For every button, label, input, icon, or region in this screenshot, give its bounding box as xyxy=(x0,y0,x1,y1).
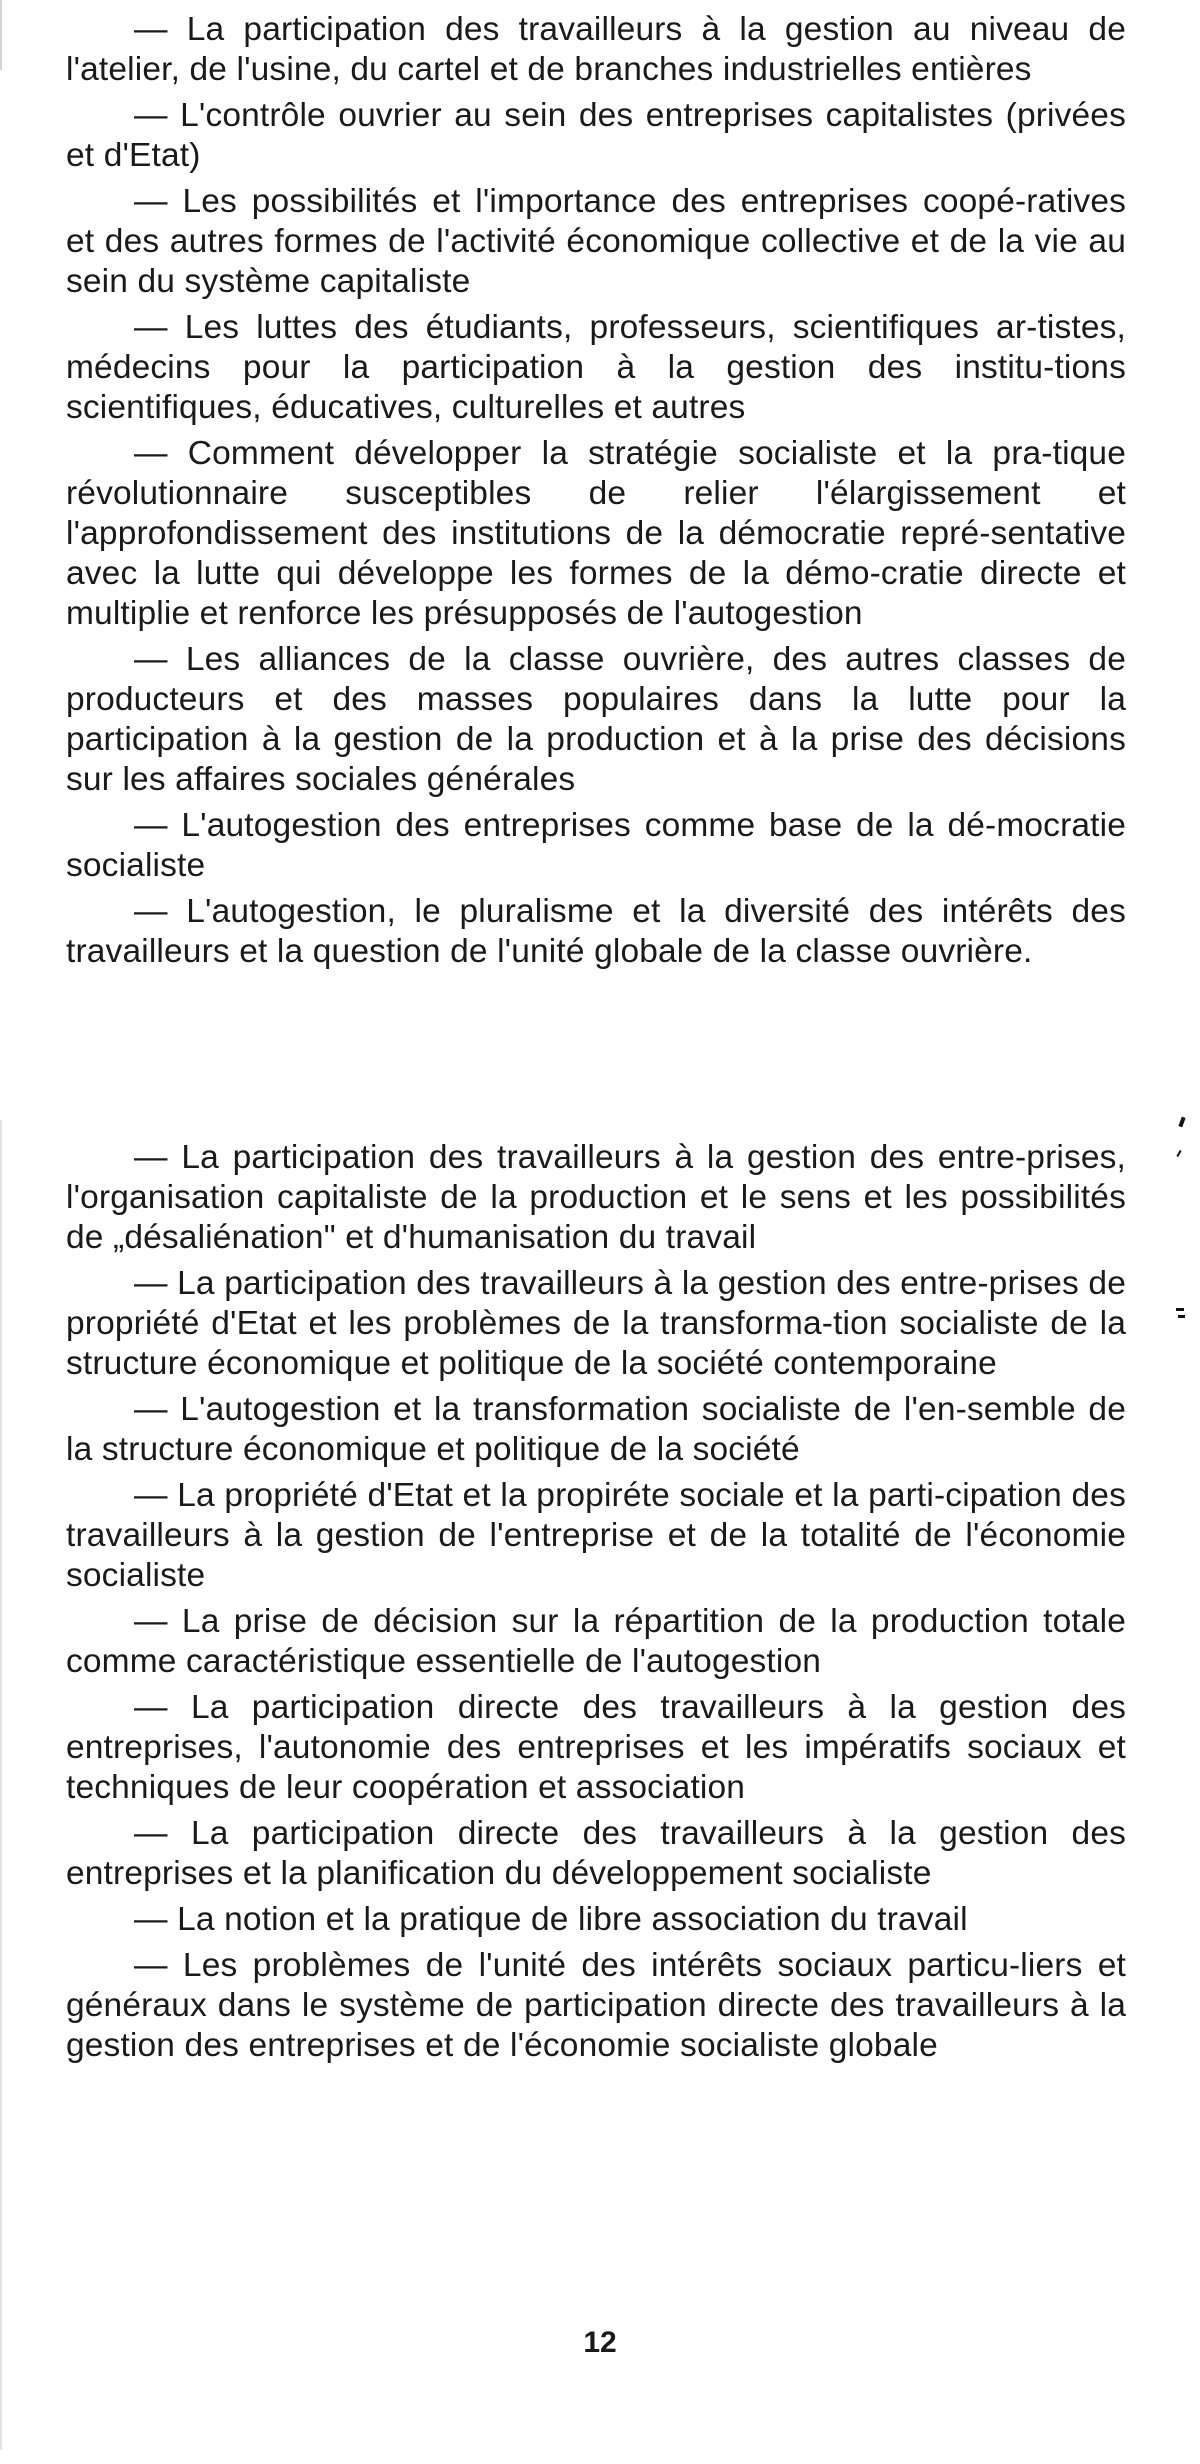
topic-list-section-1 xyxy=(66,10,1126,978)
list-item: — La propriété d'Etat et la propiréte sociale et la parti-cipation des travailleurs à la gestion de l'entreprise et de la totalité de l'économie socialiste xyxy=(66,1477,1126,1594)
list-item: — Les possibilités et l'importance des entreprises coopé-ratives et des autres formes de l'activité économique collective et de la vie au sein du système capitaliste xyxy=(66,183,1126,300)
scan-speck-mark xyxy=(1176,1308,1184,1311)
scan-speck-mark xyxy=(1178,1117,1185,1128)
list-item: — La notion et la pratique de libre association du travail xyxy=(134,1901,968,1938)
list-item: — Comment développer la stratégie socialiste et la pra-tique révolutionnaire susceptibles de relier l'élargissement et l'approfondissement des institutions de la démocratie repré-sentative avec la lutte qui développe les formes de la démo-cratie directe et multiplie et renforce les présupposés de l'autogestion xyxy=(66,435,1126,632)
scan-speck-mark xyxy=(1178,1315,1185,1318)
scan-speck-mark xyxy=(1176,1150,1181,1157)
topic-list-section-2 xyxy=(66,1138,1126,2072)
list-item: — L'autogestion des entreprises comme base de la dé-mocratie socialiste xyxy=(66,807,1126,884)
list-item: — Les luttes des étudiants, professeurs, scientifiques ar-tistes, médecins pour la participation à la gestion des institu-tions scientifiques, éducatives, culturelles et autres xyxy=(66,309,1126,426)
list-item: — Les alliances de la classe ouvrière, des autres classes de producteurs et des masses populaires dans la lutte pour la participation à la gestion de la production et à la prise des décisions sur les affaires sociales générales xyxy=(66,641,1126,798)
list-item: — L'autogestion, le pluralisme et la diversité des intérêts des travailleurs et la question de l'unité globale de la classe ouvrière. xyxy=(66,893,1126,970)
list-item: — La participation directe des travailleurs à la gestion des entreprises, l'autonomie des entreprises et les impératifs sociaux et techniques de leur coopération et association xyxy=(66,1689,1126,1806)
margin-line-bottom xyxy=(0,1120,2,2450)
list-item: — L'contrôle ouvrier au sein des entreprises capitalistes (privées et d'Etat) xyxy=(66,97,1126,174)
list-item: — La participation des travailleurs à la gestion des entre-prises, l'organisation capitaliste de la production et le sens et les possibilités de „désaliénation" et d'humanisation du travail xyxy=(66,1139,1126,1256)
list-item: — La participation des travailleurs à la gestion au niveau de l'atelier, de l'usine, du cartel et de branches industrielles entières xyxy=(66,11,1126,88)
list-item: — La participation des travailleurs à la gestion des entre-prises de propriété d'Etat et les problèmes de la transforma-tion socialiste de la structure économique et politique de la société contemporaine xyxy=(66,1265,1126,1382)
list-item: — Les problèmes de l'unité des intérêts sociaux particu-liers et généraux dans le système de participation directe des travailleurs à la gestion des entreprises et de l'économie socialiste globale xyxy=(66,1947,1126,2064)
list-item: — L'autogestion et la transformation socialiste de l'en-semble de la structure économique et politique de la société xyxy=(66,1391,1126,1468)
list-item: — La prise de décision sur la répartition de la production totale comme caractéristique essentielle de l'autogestion xyxy=(66,1603,1126,1680)
list-item: — La participation directe des travailleurs à la gestion des entreprises et la planification du développement socialiste xyxy=(66,1815,1126,1892)
margin-line-top xyxy=(0,0,2,70)
page-number: 12 xyxy=(583,2326,617,2359)
